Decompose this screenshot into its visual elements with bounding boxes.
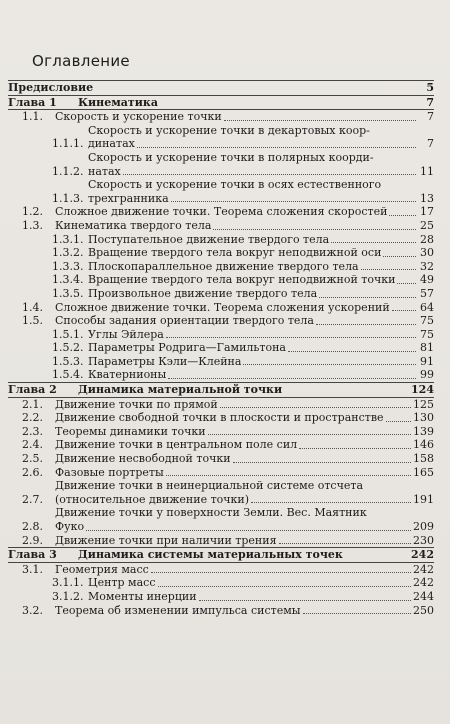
entry-number: 3.1. [22,562,43,576]
dot-leader [397,283,416,284]
entry-title: Скорость и ускорение точки в декартовых коор- [88,123,370,137]
entry-title: Вращение твердого тела вокруг неподвижной точки [88,273,396,287]
entry-title: Параметры Родрига—Гамильтона [88,341,286,355]
dot-leader [316,324,416,325]
toc-entry[interactable] [8,534,434,548]
dot-leader [199,600,411,601]
toc-entry[interactable] [8,590,434,604]
entry-title: Движение точки при наличии трения [55,533,277,547]
entry-page: 7 [427,137,434,151]
toc-entry[interactable] [8,479,434,506]
entry-title-line2: натах [88,164,121,178]
entry-page: 244 [413,589,434,603]
entry-page: 75 [420,314,434,328]
entry-page: 64 [420,300,434,314]
toc-entry[interactable] [8,273,434,287]
entry-number: 2.2. [22,411,43,425]
entry-title: Теорема об изменении импульса системы [55,603,301,617]
entry-page: 7 [426,95,434,109]
toc-chapter[interactable] [8,383,434,397]
toc-entry[interactable] [8,438,434,452]
dot-leader [303,613,411,614]
dot-leader [386,421,411,422]
entry-page: 11 [420,164,434,178]
entry-page: 25 [420,218,434,232]
entry-page: 242 [411,548,434,562]
entry-title: Вращение твердого тела вокруг неподвижной оси [88,246,382,260]
entry-page: 7 [427,110,434,124]
dot-leader [220,407,411,408]
entry-number: 2.6. [22,465,43,479]
entry-number: 1.3.2. [52,246,84,260]
dot-leader [137,147,416,148]
dot-leader [171,201,416,202]
entry-page: 81 [420,341,434,355]
entry-title: Движение точки по прямой [55,397,218,411]
entry-page: 13 [420,191,434,205]
entry-title-wrap [88,124,434,151]
entry-page: 30 [420,246,434,260]
toc-entry[interactable] [8,425,434,439]
toc-chapter[interactable] [8,548,434,562]
dot-leader [151,572,411,573]
entry-title: Движение точки в центральном поле сил [55,438,298,452]
entry-title-continuation [88,137,434,151]
toc-entry[interactable] [8,233,434,247]
toc-entry[interactable] [8,260,434,274]
entry-title: Динамика системы материальных точек [78,548,343,562]
entry-page: 124 [411,383,434,397]
entry-page: 130 [413,411,434,425]
toc-entry[interactable] [8,328,434,342]
entry-number: 1.5.3. [52,354,84,368]
entry-number: 1.3.5. [52,286,84,300]
entry-number: 3.1.1. [52,576,84,590]
dot-leader [299,448,411,449]
entry-page: 49 [420,273,434,287]
entry-number: 1.3. [22,218,43,232]
entry-number: Глава 3 [8,548,57,562]
toc-entry[interactable] [8,81,434,95]
entry-title: Моменты инерции [88,589,197,603]
entry-number: 1.3.1. [52,232,84,246]
entry-title-wrap [88,151,434,178]
dot-leader [166,337,416,338]
entry-title: Предисловие [8,81,94,94]
entry-page: 230 [413,533,434,547]
toc-entry[interactable] [8,341,434,355]
entry-title: Движение свободной точки в плоскости и пространстве [55,411,384,425]
entry-number: 2.3. [22,424,43,438]
toc-entry[interactable] [8,576,434,590]
toc-entry[interactable] [8,314,434,328]
toc-entry[interactable] [8,466,434,480]
entry-number: 1.1.3. [52,191,84,205]
dot-leader [243,364,416,365]
toc-entry[interactable] [8,205,434,219]
entry-number: 2.7. [22,492,43,506]
entry-number: Глава 2 [8,383,57,397]
entry-title-wrap [88,178,434,205]
dot-leader [389,215,416,216]
entry-title: Динамика материальной точки [78,383,283,397]
entry-page: 57 [420,286,434,300]
entry-title: Углы Эйлера [88,327,164,341]
entry-title: Движение точки в неинерциальной системе отсчета [55,479,364,493]
dot-leader [168,378,416,379]
table-of-contents [8,80,434,617]
entry-title: Кватернионы [88,368,167,382]
toc-entry[interactable] [8,124,434,151]
entry-page: 139 [413,424,434,438]
toc-entry[interactable] [8,411,434,425]
entry-title: Кинематика твердого тела [55,218,212,232]
dot-leader [331,242,416,243]
entry-page: 125 [413,397,434,411]
dot-leader [251,502,411,503]
entry-number: 1.3.3. [52,259,84,273]
entry-number: 1.1.2. [52,164,84,178]
entry-number: 2.1. [22,397,43,411]
entry-page: 165 [413,465,434,479]
dot-leader [361,269,416,270]
dot-leader [86,530,411,531]
entry-title-wrap [55,506,434,533]
entry-title: Произвольное движение твердого тела [88,286,318,300]
entry-page: 99 [420,368,434,382]
dot-leader [392,310,416,311]
toc-entry[interactable] [8,604,434,618]
toc-entry[interactable] [8,151,434,178]
entry-title: Способы задания ориентации твердого тела [55,314,314,328]
entry-number: 1.5.4. [52,368,84,382]
entry-title-line2: (относительное движение точки) [55,492,250,506]
toc-entry[interactable] [8,563,434,577]
entry-number: 1.1.1. [52,137,84,151]
entry-number: 2.4. [22,438,43,452]
dot-leader [123,174,416,175]
entry-title: Теоремы динамики точки [55,424,206,438]
entry-number: 1.5.2. [52,341,84,355]
entry-title-line2: динатах [88,137,135,151]
entry-number: 3.1.2. [52,589,84,603]
entry-title: Движение точки у поверхности Земли. Вес. Маятник [55,506,367,520]
entry-title-line2: трехгранника [88,191,169,205]
dot-leader [383,256,416,257]
entry-title: Плоскопараллельное движение твердого тела [88,259,359,273]
dot-leader [213,229,416,230]
entry-title: Кинематика [78,95,158,109]
toc-entry[interactable] [8,506,434,533]
entry-title: Сложное движение точки. Теорема сложения ускорений [55,300,390,314]
entry-title: Фазовые портреты [55,465,164,479]
entry-title: Параметры Кэли—Клейна [88,354,242,368]
entry-page: 250 [413,603,434,617]
toc-entry[interactable] [8,246,434,260]
entry-title-continuation [88,192,434,206]
entry-title: Поступательное движение твердого тела [88,232,330,246]
entry-page: 91 [420,354,434,368]
dot-leader [233,462,411,463]
entry-number: 1.2. [22,205,43,219]
entry-title-line2: Фуко [55,520,85,533]
entry-page: 158 [413,452,434,466]
entry-page: 242 [413,562,434,576]
page-title: Оглавление [32,52,130,70]
entry-title-continuation [55,520,434,534]
toc-entry[interactable] [8,301,434,315]
dot-leader [208,434,411,435]
entry-number: 2.5. [22,452,43,466]
entry-page: 28 [420,232,434,246]
toc-entry[interactable] [8,368,434,382]
entry-title: Скорость и ускорение точки в осях естественного [88,178,382,192]
toc-entry[interactable] [8,110,434,124]
entry-title: Скорость и ускорение точки [55,110,222,124]
entry-number: 2.9. [22,533,43,547]
entry-title: Геометрия масс [55,562,149,576]
entry-number: 3.2. [22,603,43,617]
entry-page: 242 [413,576,434,590]
toc-entry[interactable] [8,219,434,233]
dot-leader [319,297,416,298]
toc-entry[interactable] [8,452,434,466]
entry-page: 146 [413,438,434,452]
entry-page: 191 [413,492,434,506]
dot-leader [288,351,416,352]
entry-title: Движение несвободной точки [55,452,231,466]
toc-chapter[interactable] [8,96,434,110]
entry-page: 75 [420,327,434,341]
entry-number: 1.3.4. [52,273,84,287]
entry-page: 32 [420,259,434,273]
entry-title-continuation [55,493,434,507]
dot-leader [166,475,411,476]
entry-number: 2.8. [22,520,43,533]
entry-title: Скорость и ускорение точки в полярных коорди- [88,150,374,164]
entry-number: 1.4. [22,300,43,314]
entry-title-wrap [55,479,434,506]
entry-page: 209 [413,520,434,533]
entry-title-continuation [88,165,434,179]
entry-number: 1.5.1. [52,327,84,341]
toc-entry[interactable] [8,398,434,412]
entry-title: Сложное движение точки. Теорема сложения скоростей [55,205,388,219]
dot-leader [158,586,412,587]
toc-entry[interactable] [8,355,434,369]
entry-page: 5 [426,81,434,94]
toc-entry[interactable] [8,178,434,205]
entry-number: Глава 1 [8,95,57,109]
entry-number: 1.1. [22,110,43,124]
toc-entry[interactable] [8,287,434,301]
dot-leader [224,120,416,121]
entry-title: Центр масс [88,576,156,590]
dot-leader [279,543,411,544]
entry-number: 1.5. [22,314,43,328]
entry-page: 17 [420,205,434,219]
